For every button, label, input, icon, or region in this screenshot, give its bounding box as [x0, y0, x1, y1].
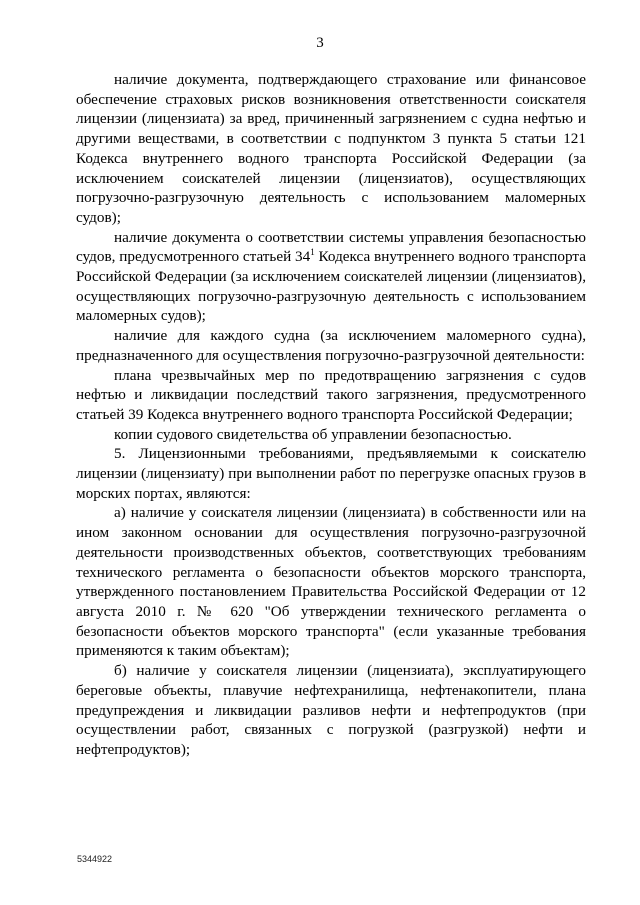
paragraph-each-vessel: наличие для каждого судна (за исключением маломерного судна), предназначенного для осуществления погрузочно-разгрузочной деятельности: — [76, 327, 586, 364]
document-body — [76, 70, 586, 760]
paragraph-section-5: 5. Лицензионными требованиями, предъявляемыми к соискателю лицензии (лицензиату) при выполнении работ по перегрузке опасных грузов в морских портах, являются: — [76, 445, 586, 502]
paragraph-safety-certificate: копии судового свидетельства об управлении безопасностью. — [114, 425, 512, 443]
paragraph-safety-management-text-end: Кодекса внутреннего водного транспорта Российской Федерации (за исключением соискателей лицензии (лицензиатов), осуществляющих погрузочно-разгрузочную деятельность с использованием маломерных судов); — [76, 248, 586, 325]
article-superscript: 1 — [310, 247, 315, 258]
paragraph-insurance-document: наличие документа, подтверждающего страхование или финансовое обеспечение страховых рисков возникновения ответственности соискателя лицензии (лицензиата) за вред, причиненный загрязнением с судна нефтью и другими веществами, в соответствии с подпунктом 3 пункта 5 статьи 121 Кодекса внутреннего водного транспорта Российской Федерации (за исключением соискателей лицензии (лицензиатов), осуществляющих погрузочно-разгрузочную деятельность с использованием маломерных судов); — [76, 71, 586, 226]
paragraph-safety-management-document — [76, 228, 586, 327]
page-number: 3 — [316, 35, 324, 51]
paragraph-emergency-plan: плана чрезвычайных мер по предотвращению загрязнения с судов нефтью и ликвидации последствий такого загрязнения, предусмотренного статьей 39 Кодекса внутреннего водного транспорта Российской Федерации; — [76, 366, 586, 423]
paragraph-item-a: а) наличие у соискателя лицензии (лицензиата) в собственности или на ином законном основании для осуществления погрузочно-разгрузочной деятельности производственных объектов, соответствующих требованиям технического регламента о безопасности объектов морского транспорта, утвержденного постановлением Правительства Российской Федерации от 12 августа 2010 г. № 620 "Об утверждении технического регламента о безопасности объектов морского транспорта" (если указанные требования применяются к таким объектам); — [76, 504, 586, 660]
paragraph-safety-management-text-start: наличие документа о соответствии системы управления безопасностью судов, предусмотренного статьей 34 — [76, 228, 586, 266]
document-footer-code: 5344922 — [77, 854, 113, 864]
paragraph-item-b: б) наличие у соискателя лицензии (лицензиата), эксплуатирующего береговые объекты, плавучие нефтехранилища, нефтенакопители, плана предупреждения и ликвидации разливов нефти и нефтепродуктов (при осуществлении работ, связанных с погрузкой (разгрузкой) нефти и нефтепродуктов); — [76, 662, 586, 758]
